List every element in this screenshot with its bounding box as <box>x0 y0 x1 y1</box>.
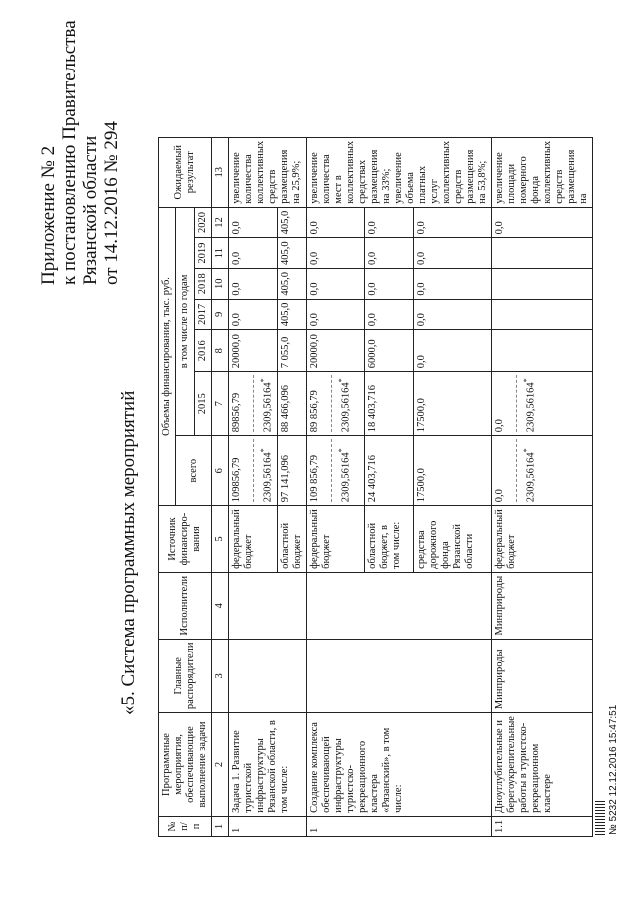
y2020-cell: 0,0 <box>364 207 413 238</box>
source-cell: средства дорожного фонда Рязанской области <box>413 506 491 573</box>
result-cell: увеличение количества коллективных средств размещения на 25,9%; <box>229 137 307 207</box>
col-header-measures: Программные мероприятия, обеспечивающие выполнение задачи <box>159 713 212 817</box>
total-cell: 97 141,096 <box>277 436 306 506</box>
y2017-cell: 0,0 <box>413 299 491 330</box>
result-cell: увеличение количества мест в коллективных средствах размещения на 33%; увеличение объема платных услуг коллективных средств размещения на 53,8%; <box>306 137 491 207</box>
y2018-cell: 405,0 <box>277 268 306 299</box>
executors-cell <box>306 572 491 639</box>
source-cell: областной бюджет, в том числе: <box>364 506 413 573</box>
total-cell: 109856,79 2309,56164* <box>229 436 278 506</box>
registration-stamp: № 5232 12.12.2016 15:47:51 <box>608 704 619 835</box>
y2016-cell: 20000,0 <box>229 330 278 372</box>
total-cell: 17500,0 <box>413 436 491 506</box>
source-cell: федеральный бюджет <box>306 506 364 573</box>
year-2018: 2018 <box>195 268 212 299</box>
col-num: 6 <box>212 436 229 506</box>
y2019-cell: 0,0 <box>306 238 364 269</box>
y2019-cell <box>491 238 592 269</box>
y2017-cell <box>491 299 592 330</box>
appendix-resolution: к постановлению Правительства <box>59 20 80 285</box>
y2018-cell <box>491 268 592 299</box>
y2016-cell: 0,0 <box>413 330 491 372</box>
source-cell: областной бюджет <box>277 506 306 573</box>
year-2019: 2019 <box>195 238 212 269</box>
y2017-cell: 0,0 <box>306 299 364 330</box>
managers-cell <box>306 639 491 713</box>
col-header-total: всего <box>176 436 212 506</box>
col-header-funding: Объемы финансирования, тыс. руб. <box>159 207 176 506</box>
executors-cell: Минприроды <box>491 572 592 639</box>
col-header-executors: Исполнители <box>159 572 212 639</box>
managers-cell: Минприроды <box>491 639 592 713</box>
y2020-cell: 0,0 <box>306 207 364 238</box>
executors-cell <box>229 572 307 639</box>
total-cell: 24 403,716 <box>364 436 413 506</box>
y2019-cell: 0,0 <box>364 238 413 269</box>
source-cell: федеральный бюджет <box>491 506 592 573</box>
col-num: 10 <box>212 268 229 299</box>
total-cell: 0,0 2309,56164* <box>491 436 592 506</box>
year-2015: 2015 <box>195 372 212 436</box>
y2018-cell: 0,0 <box>413 268 491 299</box>
col-header-result: Ожидаемый результат <box>159 137 212 207</box>
appendix-header <box>38 20 122 285</box>
section-title: «5. Система программных мероприятий <box>118 390 139 715</box>
source-cell: федеральный бюджет <box>229 506 278 573</box>
col-num: 8 <box>212 330 229 372</box>
col-header-source: Источник финансиро-вания <box>159 506 212 573</box>
row-number: 1 <box>306 816 491 836</box>
appendix-number: Приложение № 2 <box>38 145 59 285</box>
year-2016: 2016 <box>195 330 212 372</box>
y2016-cell <box>491 330 592 372</box>
result-cell: увеличение площади номерного фонда коллективных средств размещения на <box>491 137 592 207</box>
row-number: 1 <box>229 816 307 836</box>
y2020-cell: 405,0 <box>277 207 306 238</box>
registration-barcode <box>595 799 605 835</box>
year-2017: 2017 <box>195 299 212 330</box>
y2016-cell: 7 055,0 <box>277 330 306 372</box>
y2015-cell: 89856,79 2309,56164* <box>229 372 278 436</box>
table-row <box>229 137 278 836</box>
y2019-cell: 405,0 <box>277 238 306 269</box>
col-num: 1 <box>212 816 229 836</box>
y2017-cell: 0,0 <box>364 299 413 330</box>
y2018-cell: 0,0 <box>364 268 413 299</box>
y2015-cell: 88 466,096 <box>277 372 306 436</box>
col-header-by-year: в том числе по годам <box>176 207 195 436</box>
col-num: 3 <box>212 639 229 713</box>
y2019-cell: 0,0 <box>229 238 278 269</box>
col-num: 13 <box>212 137 229 207</box>
y2020-cell: 0,0 <box>229 207 278 238</box>
col-num: 7 <box>212 372 229 436</box>
measures-table <box>158 137 593 837</box>
col-num: 2 <box>212 713 229 817</box>
y2020-cell: 0,0 <box>413 207 491 238</box>
col-header-managers: Главные распорядители <box>159 639 212 713</box>
year-2020: 2020 <box>195 207 212 238</box>
measure-text: Дноуглубительные и берегоукрепительные работы в туристско-рекреационном кластере <box>491 713 592 817</box>
y2019-cell: 0,0 <box>413 238 491 269</box>
column-numbers-row <box>212 137 229 836</box>
y2018-cell: 0,0 <box>229 268 278 299</box>
col-num: 9 <box>212 299 229 330</box>
y2015-cell: 18 403,716 <box>364 372 413 436</box>
col-num: 5 <box>212 506 229 573</box>
y2017-cell: 405,0 <box>277 299 306 330</box>
measure-text: Создание комплекса обеспечивающей инфраструктуры туристско-рекреационного кластера «Рязанский», в том числе: <box>306 713 491 817</box>
managers-cell <box>229 639 307 713</box>
y2018-cell: 0,0 <box>306 268 364 299</box>
table-row <box>491 137 592 836</box>
y2020-cell: 0,0 <box>491 207 592 238</box>
y2017-cell: 0,0 <box>229 299 278 330</box>
row-number: 1.1 <box>491 816 592 836</box>
total-cell: 109 856,79 2309,56164* <box>306 436 364 506</box>
y2015-cell: 89 856,79 2309,56164* <box>306 372 364 436</box>
y2016-cell: 6000,0 <box>364 330 413 372</box>
y2015-cell: 0,0 2309,56164* <box>491 372 592 436</box>
col-num: 12 <box>212 207 229 238</box>
y2015-cell: 17500,0 <box>413 372 491 436</box>
table-row <box>306 137 364 836</box>
col-num: 4 <box>212 572 229 639</box>
col-header-no: № п/п <box>159 816 212 836</box>
appendix-date: от 14.12.2016 № 294 <box>101 121 122 285</box>
y2016-cell: 20000,0 <box>306 330 364 372</box>
appendix-region: Рязанской области <box>80 135 101 285</box>
measure-text: Задача 1. Развитие туристской инфраструктуры Рязанской области, в том числе: <box>229 713 307 817</box>
col-num: 11 <box>212 238 229 269</box>
